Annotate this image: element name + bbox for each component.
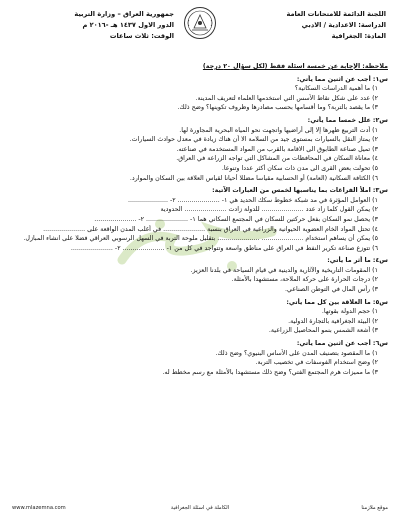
header-subject: المادة: الجغرافية xyxy=(331,32,386,40)
question-item: ٥) يمكن أن يساهم استخدام ..................... ..................... بتقليل ملوحة التربة في السهل الرسوبي العراقي فضلا على انشاء المبازل. xyxy=(23,235,378,243)
exam-note: ملاحظة: الإجابة عن خمسة اسئلة فقط (لكل سؤال ٢٠ درجة) xyxy=(202,63,388,70)
question-title: س١: أجب عن اثنين مما يأتي: xyxy=(296,75,388,83)
header-duration: الوقت: ثلاث ساعات xyxy=(109,32,174,40)
question-item: ٣) يحصل نمو السكان بفعل حركتين للسكان في المجتمع السكاني هما ١- ..................... ٢- ..................... xyxy=(94,215,378,223)
question-item: ١) حجم الدولة بقوتها. xyxy=(321,308,378,316)
header-committee-name: اللجنة الدائمة للامتحانات العامة xyxy=(286,10,386,18)
question-item: ٢) البيئة الجغرافية بالتجارة الدولية. xyxy=(288,317,378,325)
question-item: ٦) الكثافة السكانية (العامة) أو الحسابية مقياسا مضللا أحيانا لقياس العلاقة بين السكان والموارد. xyxy=(129,174,378,182)
question-title: س٥: ما العلاقة بين كل مما يأتي: xyxy=(286,298,388,306)
question-item: ٢) يمتاز النقل بالسيارات بمستوى جيد من السلامة الا أن هناك زيادة في معدل حوادث السيارات. xyxy=(129,136,378,144)
question-title: س٣: املأ الفراغات بما يناسبها لخمس من العبارات الآتية: xyxy=(212,187,388,195)
header-committee xyxy=(236,9,386,42)
question-title: س٦: أجب عن اثنين مما يأتي: xyxy=(296,340,388,348)
question-5 xyxy=(10,298,388,336)
ministry-seal-icon xyxy=(183,6,217,40)
question-item: ٣) رأس المال في التوطن الصناعي. xyxy=(285,286,378,294)
question-2 xyxy=(10,116,388,183)
question-item: ٦) تتوزع صناعة تكرير النفط في العراق على مناطق واسعة وتتواجد في كل من ١- ..................... ٢- ..................... xyxy=(70,244,378,252)
question-item: ١) ما المقصود بتصنيف المدن على الأساس البنيوي؟ وضح ذلك. xyxy=(215,349,378,357)
question-title: س٢: علل خمسا مما يأتي: xyxy=(307,116,388,124)
question-item: ٢) وضح استخدام الفوسفات في تخصيب التربة. xyxy=(255,359,378,367)
question-item: ١) المقومات التاريخية والآثارية والدينية في قيام السياحة في بلدنا العزيز. xyxy=(190,266,378,274)
question-item: ٢) يمكن القول كلما زاد عدد ..................... للدولة زادت ..................... الحدودية xyxy=(160,206,378,214)
question-item: ٣) ما مميزات هرم المجتمع الفتي؟ وضح ذلك مستشهدا بالأمثلة مع رسم مخطط له. xyxy=(162,368,378,376)
question-item: ٣) أشعة الشمس بنمو المحاصيل الزراعية. xyxy=(268,327,378,335)
exam-content xyxy=(10,62,388,377)
page-footer xyxy=(12,503,388,513)
question-item: ٢) درجات الحرارة على حركة الملاحة، مستشهدا بالأمثلة. xyxy=(231,276,378,284)
question-1 xyxy=(10,75,388,113)
header-ministry-name: جمهورية العراق – وزارة التربية xyxy=(74,10,174,18)
header-study-branch: الدراسة: الاعدادية / الادبي xyxy=(301,21,386,29)
footer-site-name: موقع ملازمنا xyxy=(361,505,388,511)
question-item: ٣) ما يقصد بالتربة؟ وما أقسامها بحسب مصادرها وظروف تكوينها؟ وضح ذلك. xyxy=(177,104,378,112)
question-item: ٤) معاناة السكان في المحافظات من المشاكل التي تواجه الزراعة في العراق. xyxy=(176,155,378,163)
question-item: ٢) عدد على شكل نقاط الأسس التي استخدمها العلماء لتعريف المدينة. xyxy=(195,94,378,102)
question-title: س٤: ما أثر ما يأتي: xyxy=(327,257,388,265)
question-4 xyxy=(10,256,388,294)
question-item: ١) العوامل المؤثرة في مد شبكة خطوط سكك الحديد هي ١- ..................... ٢- .................... xyxy=(127,196,378,204)
header-ministry xyxy=(14,9,174,42)
footer-url-link[interactable]: www.mlazemna.com xyxy=(12,505,66,511)
question-item: ٤) تحتل المواد الخام العضوية الحيوانية والزراعية في العراق بنسبة ..................... في أغلب المدن الواقعة على ..................... xyxy=(43,225,378,233)
question-6 xyxy=(10,339,388,377)
question-item: ٥) تحولت بعض القرى الى مدن ذات سكان أكثر عددا وتنوعا. xyxy=(221,164,378,172)
question-item: ١) ما أهمية الدراسات السكانية؟ xyxy=(294,85,378,93)
footer-title: الكاملة في اسئلة الجغرافية xyxy=(170,505,230,511)
question-item: ٣) تميل صناعة الطابوق الى الاقامة بالقرب من المواد المستخدمة في صناعته. xyxy=(176,145,378,153)
header-exam-round: الدور الاول ١٤٣٧ هـ -٢٠١٦ م xyxy=(82,21,174,29)
question-3 xyxy=(10,186,388,253)
question-item: ١) أدت التربيع ظهرها إلا إلى أراضيها واتجهت نحو المياه البحرية المجاورة لها. xyxy=(179,126,378,134)
